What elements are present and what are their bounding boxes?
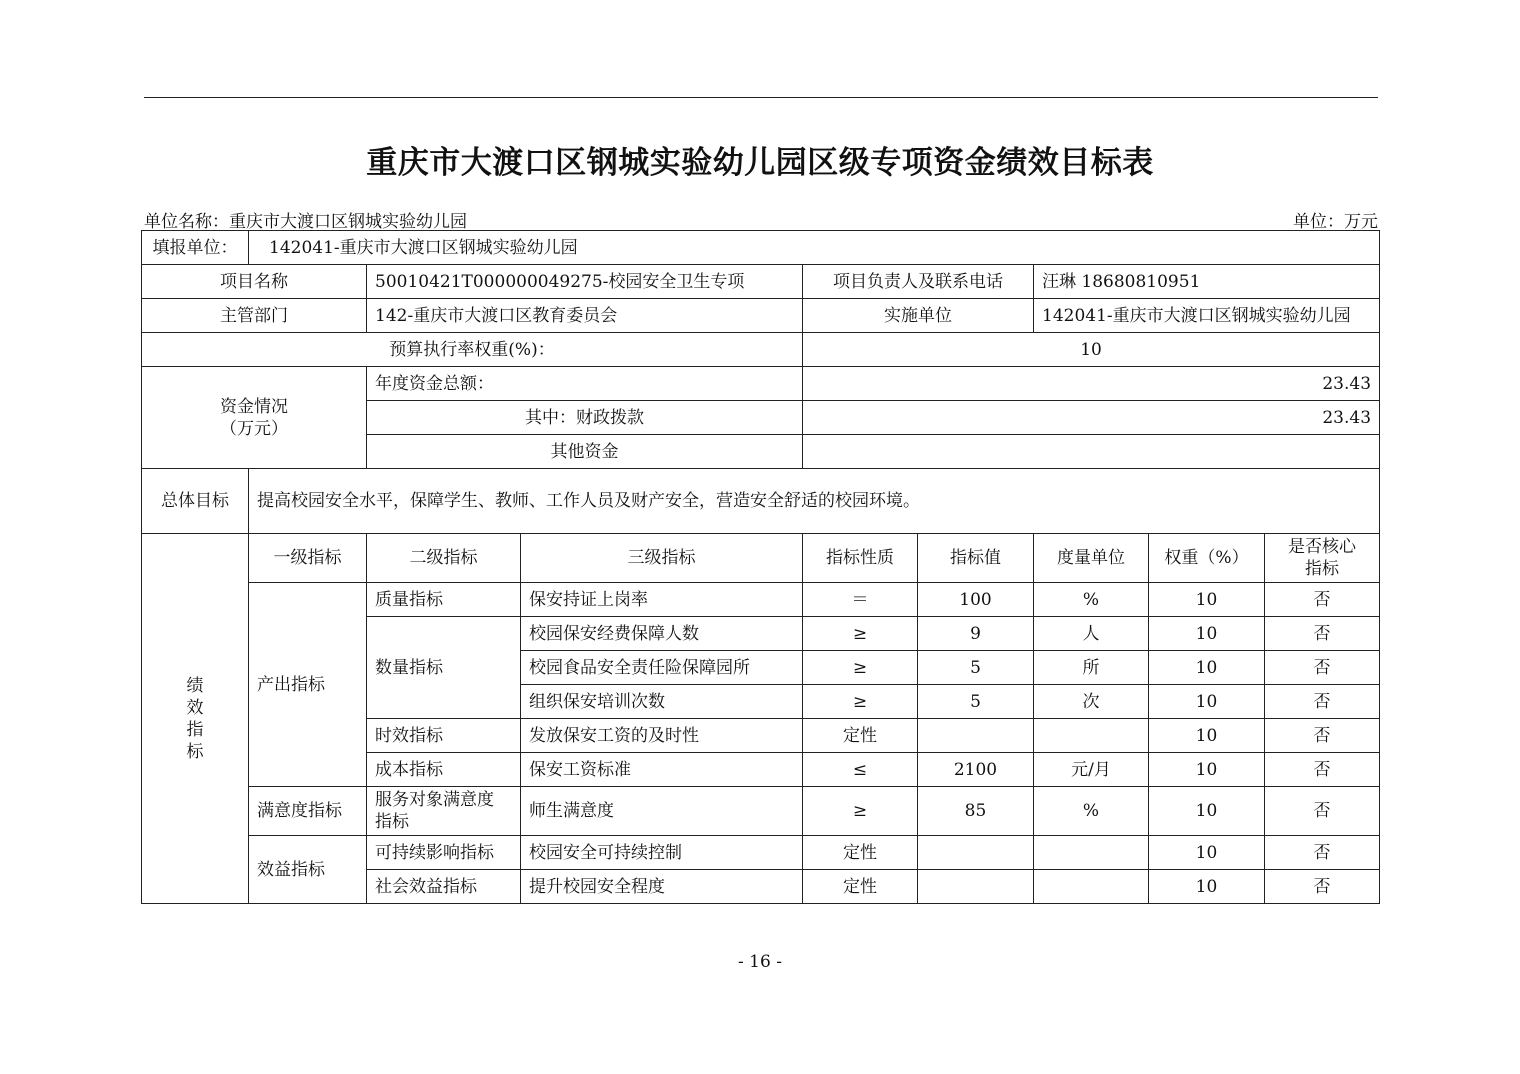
group-benefit: 效益指标 bbox=[249, 836, 367, 904]
indicator-weight: 10 bbox=[1149, 753, 1265, 787]
funds-label-line2: （万元） bbox=[220, 418, 288, 439]
funds-label-line1: 资金情况 bbox=[220, 396, 288, 417]
indicator-name: 发放保安工资的及时性 bbox=[521, 719, 803, 753]
indicator-name: 组织保安培训次数 bbox=[521, 685, 803, 719]
indicator-unit: 人 bbox=[1034, 617, 1149, 651]
indicator-unit: % bbox=[1034, 583, 1149, 617]
subgroup-timeliness: 时效指标 bbox=[367, 719, 521, 753]
indicator-unit bbox=[1034, 719, 1149, 753]
funds-other-label: 其他资金 bbox=[367, 435, 803, 469]
indicator-value: 5 bbox=[918, 685, 1034, 719]
impl-unit-value: 142041-重庆市大渡口区钢城实验幼儿园 bbox=[1034, 299, 1380, 333]
impl-unit-label: 实施单位 bbox=[803, 299, 1034, 333]
indicator-value: 5 bbox=[918, 651, 1034, 685]
indicator-unit bbox=[1034, 870, 1149, 904]
header-level1: 一级指标 bbox=[249, 534, 367, 583]
indicator-value: 85 bbox=[918, 787, 1034, 836]
indicator-core: 否 bbox=[1265, 617, 1380, 651]
funds-total-label: 年度资金总额： bbox=[367, 367, 803, 401]
header-level3: 三级指标 bbox=[521, 534, 803, 583]
page-number: - 16 - bbox=[738, 952, 782, 972]
subgroup-quantity: 数量指标 bbox=[367, 617, 521, 719]
indicator-name: 校园保安经费保障人数 bbox=[521, 617, 803, 651]
perf-indicator-label bbox=[142, 534, 249, 904]
indicator-value: 2100 bbox=[918, 753, 1034, 787]
table-row bbox=[142, 787, 1380, 836]
indicator-name: 师生满意度 bbox=[521, 787, 803, 836]
indicator-nature: 定性 bbox=[803, 870, 918, 904]
indicator-nature: ≥ bbox=[803, 685, 918, 719]
indicator-value bbox=[918, 836, 1034, 870]
indicator-nature: ≥ bbox=[803, 787, 918, 836]
funds-other-value bbox=[803, 435, 1380, 469]
header-level2: 二级指标 bbox=[367, 534, 521, 583]
subgroup-cost: 成本指标 bbox=[367, 753, 521, 787]
indicator-nature: ≥ bbox=[803, 617, 918, 651]
budget-weight-value: 10 bbox=[803, 333, 1380, 367]
indicator-weight: 10 bbox=[1149, 617, 1265, 651]
unit-name-label: 单位名称：重庆市大渡口区钢城实验幼儿园 bbox=[144, 212, 467, 232]
funds-fiscal-label: 其中：财政拨款 bbox=[367, 401, 803, 435]
indicator-nature: 定性 bbox=[803, 719, 918, 753]
page-title: 重庆市大渡口区钢城实验幼儿园区级专项资金绩效目标表 bbox=[366, 145, 1154, 181]
indicator-unit: 次 bbox=[1034, 685, 1149, 719]
indicator-weight: 10 bbox=[1149, 685, 1265, 719]
funds-total-value: 23.43 bbox=[803, 367, 1380, 401]
indicator-name: 保安工资标准 bbox=[521, 753, 803, 787]
budget-weight-label: 预算执行率权重(%)： bbox=[142, 333, 803, 367]
subgroup-social: 社会效益指标 bbox=[367, 870, 521, 904]
budget-weight-row bbox=[142, 333, 1380, 367]
funds-label bbox=[142, 367, 367, 469]
unit-label: 单位：万元 bbox=[1293, 212, 1378, 232]
reporting-unit-label: 填报单位： bbox=[142, 231, 249, 265]
header-core bbox=[1265, 534, 1380, 583]
header-rule bbox=[144, 97, 1378, 98]
header-core-line1: 是否核心 bbox=[1288, 537, 1356, 557]
goal-label: 总体目标 bbox=[142, 469, 249, 534]
table-row bbox=[142, 583, 1380, 617]
subgroup-sustain: 可持续影响指标 bbox=[367, 836, 521, 870]
perf-char: 指 bbox=[186, 719, 204, 740]
indicator-core: 否 bbox=[1265, 836, 1380, 870]
header-value: 指标值 bbox=[918, 534, 1034, 583]
funds-fiscal-value: 23.43 bbox=[803, 401, 1380, 435]
indicator-nature: 定性 bbox=[803, 836, 918, 870]
indicator-core: 否 bbox=[1265, 651, 1380, 685]
subgroup-service-line1: 服务对象满意度 bbox=[375, 790, 494, 810]
project-lead-label: 项目负责人及联系电话 bbox=[803, 265, 1034, 299]
indicator-header-row bbox=[142, 534, 1380, 583]
indicator-core: 否 bbox=[1265, 787, 1380, 836]
indicator-value: 100 bbox=[918, 583, 1034, 617]
indicator-core: 否 bbox=[1265, 719, 1380, 753]
indicator-name: 提升校园安全程度 bbox=[521, 870, 803, 904]
goal-value: 提高校园安全水平，保障学生、教师、工作人员及财产安全，营造安全舒适的校园环境。 bbox=[249, 469, 1380, 534]
indicator-nature: ≤ bbox=[803, 753, 918, 787]
indicator-value bbox=[918, 719, 1034, 753]
project-name-value: 50010421T000000049275-校园安全卫生专项 bbox=[367, 265, 803, 299]
subgroup-service bbox=[367, 787, 521, 836]
perf-char: 效 bbox=[186, 697, 204, 718]
indicator-unit: 元/月 bbox=[1034, 753, 1149, 787]
performance-table bbox=[141, 230, 1380, 904]
dept-label: 主管部门 bbox=[142, 299, 367, 333]
indicator-core: 否 bbox=[1265, 753, 1380, 787]
group-output: 产出指标 bbox=[249, 583, 367, 787]
project-name-label: 项目名称 bbox=[142, 265, 367, 299]
perf-char: 绩 bbox=[186, 675, 204, 696]
indicator-core: 否 bbox=[1265, 685, 1380, 719]
project-lead-value: 汪琳 18680810951 bbox=[1034, 265, 1380, 299]
goal-row bbox=[142, 469, 1380, 534]
indicator-core: 否 bbox=[1265, 870, 1380, 904]
indicator-core: 否 bbox=[1265, 583, 1380, 617]
perf-char: 标 bbox=[186, 741, 204, 762]
indicator-unit bbox=[1034, 836, 1149, 870]
indicator-name: 校园安全可持续控制 bbox=[521, 836, 803, 870]
header-weight: 权重（%） bbox=[1149, 534, 1265, 583]
reporting-unit-row bbox=[142, 231, 1380, 265]
header-core-line2: 指标 bbox=[1305, 559, 1339, 579]
subgroup-quality: 质量指标 bbox=[367, 583, 521, 617]
indicator-weight: 10 bbox=[1149, 836, 1265, 870]
header-nature: 指标性质 bbox=[803, 534, 918, 583]
indicator-nature: ≥ bbox=[803, 651, 918, 685]
indicator-weight: 10 bbox=[1149, 651, 1265, 685]
indicator-name: 校园食品安全责任险保障园所 bbox=[521, 651, 803, 685]
indicator-weight: 10 bbox=[1149, 583, 1265, 617]
project-row bbox=[142, 265, 1380, 299]
header-unit: 度量单位 bbox=[1034, 534, 1149, 583]
indicator-nature: ＝ bbox=[803, 583, 918, 617]
indicator-value: 9 bbox=[918, 617, 1034, 651]
subgroup-service-line2: 指标 bbox=[375, 812, 409, 832]
group-satisfaction: 满意度指标 bbox=[249, 787, 367, 836]
dept-row bbox=[142, 299, 1380, 333]
funds-total-row bbox=[142, 367, 1380, 401]
indicator-unit: % bbox=[1034, 787, 1149, 836]
indicator-unit: 所 bbox=[1034, 651, 1149, 685]
table-row bbox=[142, 836, 1380, 870]
indicator-name: 保安持证上岗率 bbox=[521, 583, 803, 617]
dept-value: 142-重庆市大渡口区教育委员会 bbox=[367, 299, 803, 333]
indicator-value bbox=[918, 870, 1034, 904]
indicator-weight: 10 bbox=[1149, 787, 1265, 836]
reporting-unit-value: 142041-重庆市大渡口区钢城实验幼儿园 bbox=[249, 231, 1380, 265]
indicator-weight: 10 bbox=[1149, 870, 1265, 904]
indicator-weight: 10 bbox=[1149, 719, 1265, 753]
